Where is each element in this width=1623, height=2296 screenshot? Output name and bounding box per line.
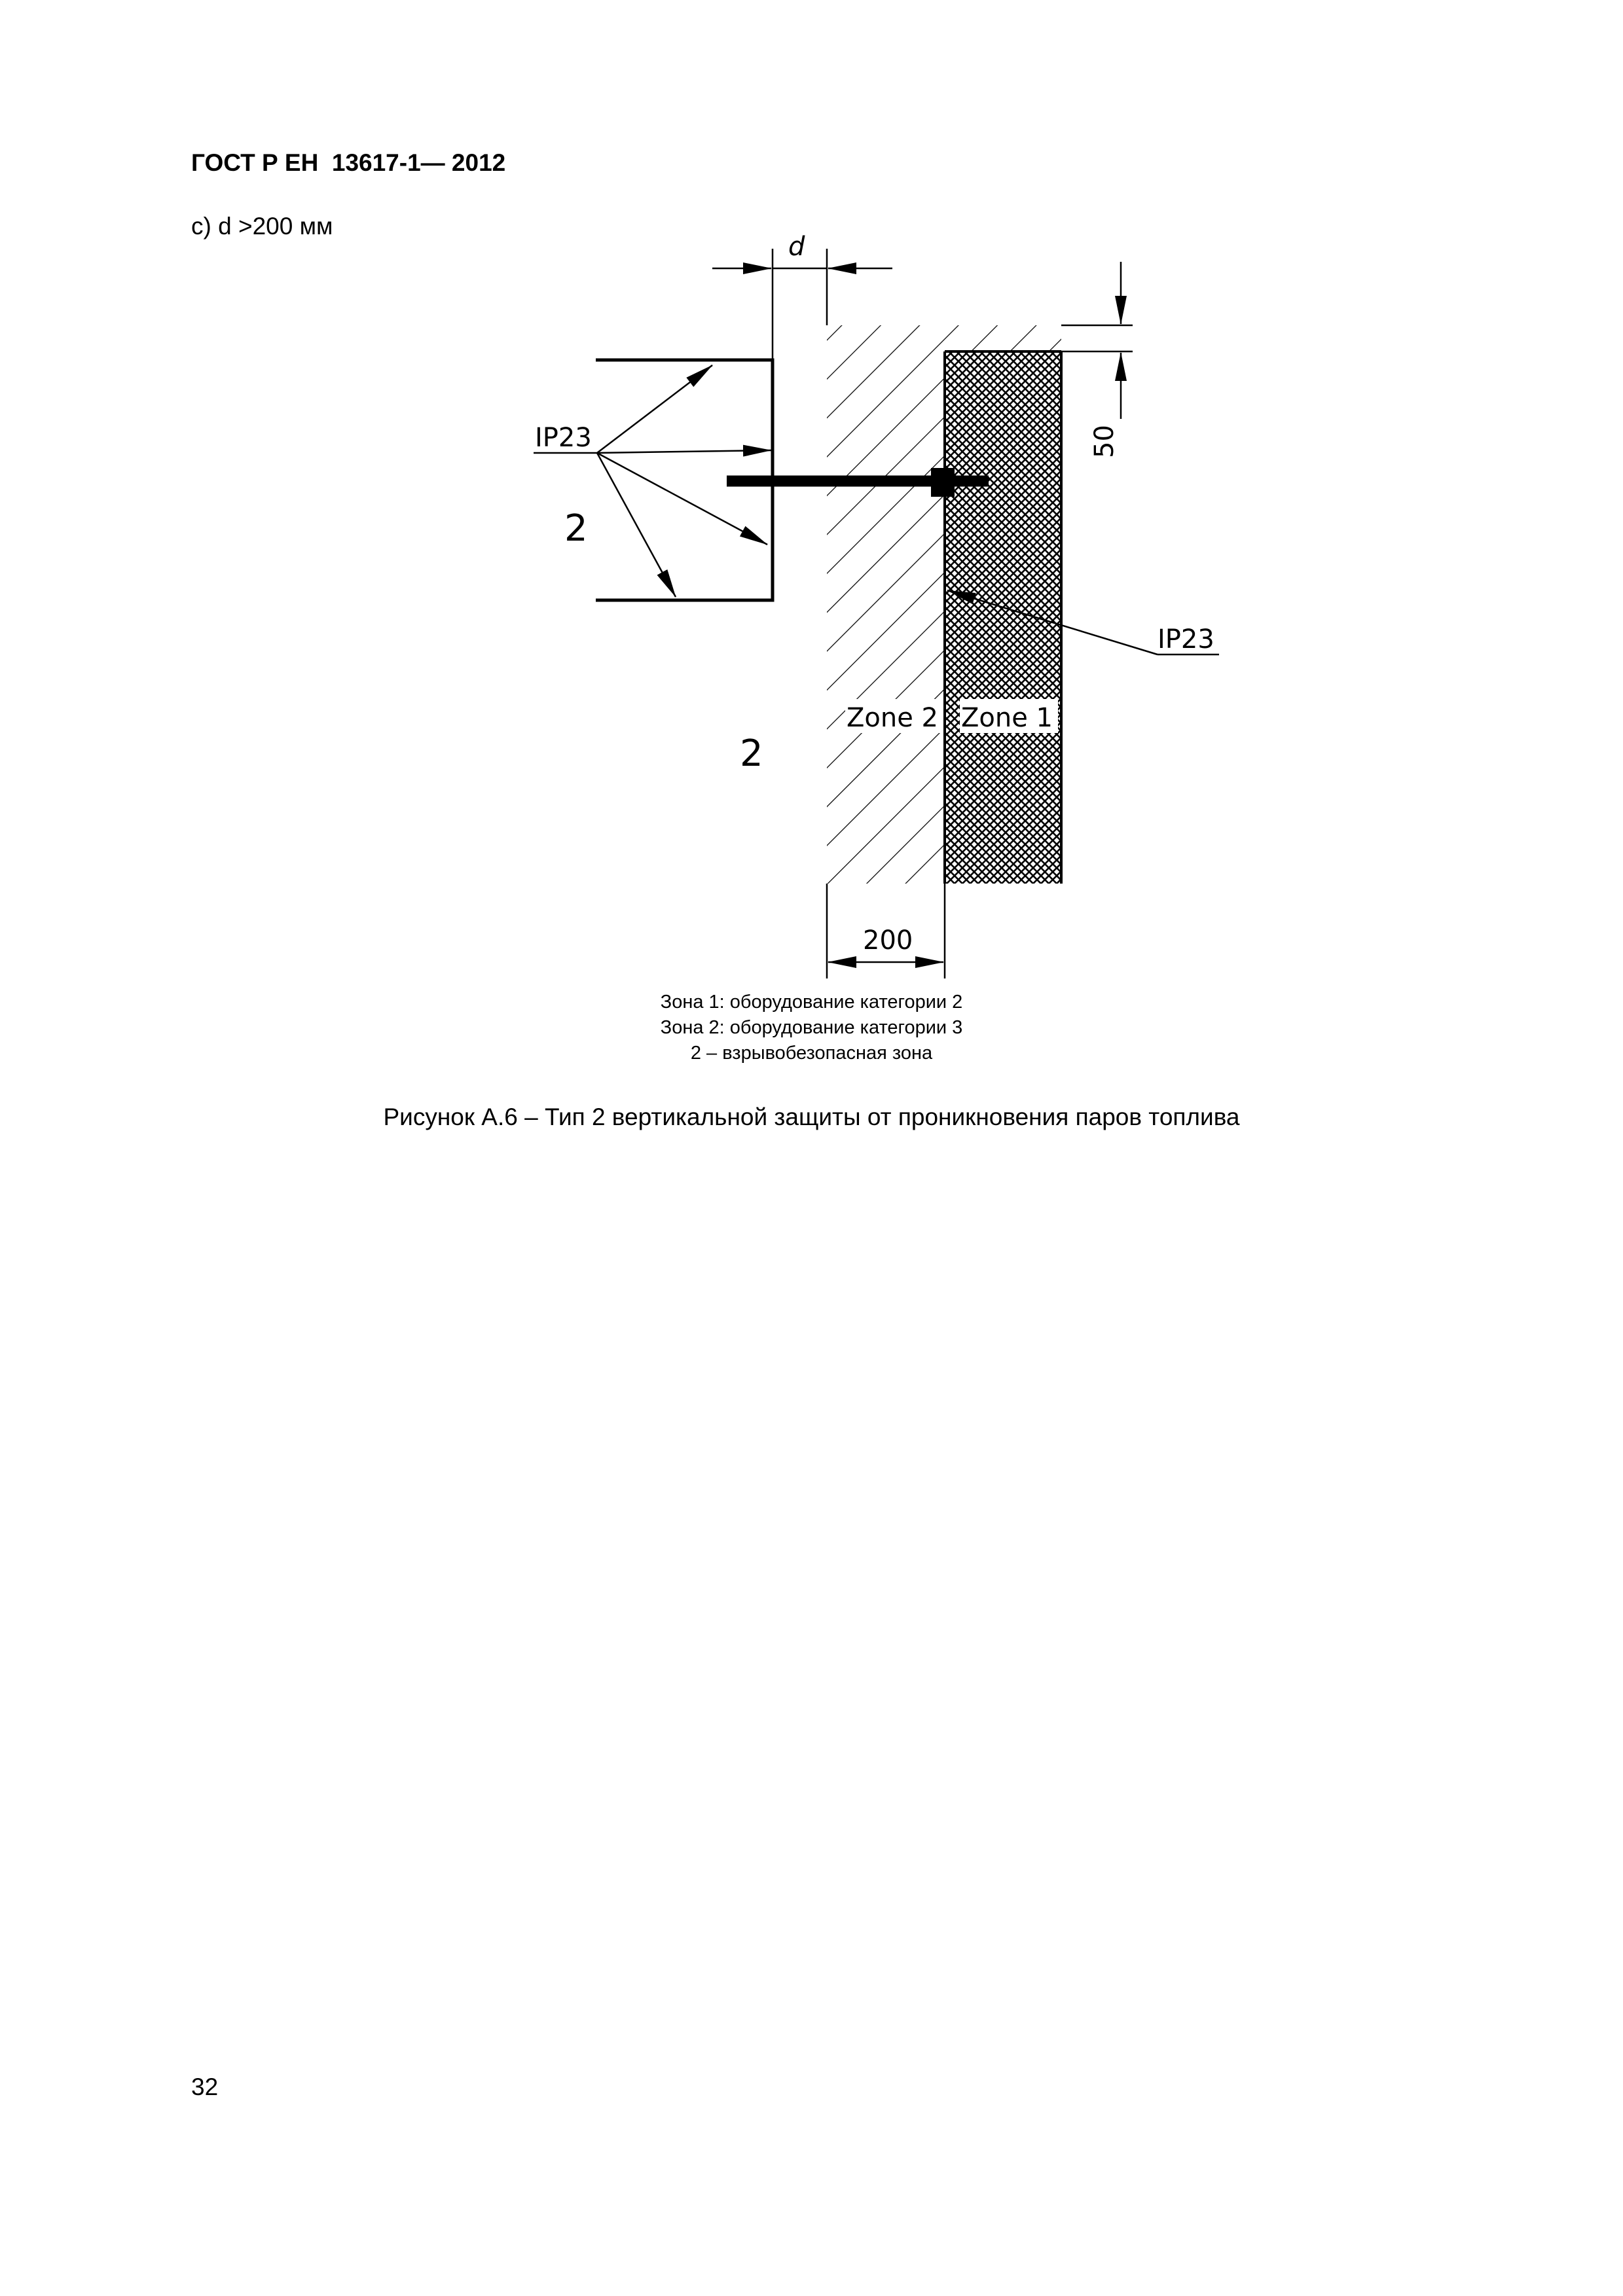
figure-caption: Рисунок А.6 – Тип 2 вертикальной защиты от проникновения паров топлива [383,1103,1240,1130]
figure-diagram [0,0,1623,1047]
legend-line-2: Зона 2: оборудование категории 3 [660,1017,963,1038]
label-2-small: 2 [564,507,588,550]
dimension-200-label: 200 [863,925,913,956]
page-number: 32 [191,2073,219,2100]
label-2-large: 2 [740,732,763,775]
zone2-hatched-area [827,325,945,884]
ip23-left-label: IP23 [535,423,592,453]
zone1-label: Zone 1 [961,703,1053,733]
nozzle-connector [931,468,955,497]
legend-line-1: Зона 1: оборудование категории 2 [660,992,963,1013]
zone2-label: Zone 2 [847,703,938,733]
dimension-50-label: 50 [1089,425,1120,458]
zone-top-hatched-strip [945,325,1061,351]
dimension-d-label: d [788,232,805,262]
figure-subtitle: с) d >200 мм [191,213,333,240]
document-header: ГОСТ Р ЕН 13617-1— 2012 [191,149,506,176]
zone1-crosshatched-area [945,351,1061,884]
legend-line-3: 2 – взрывобезопасная зона [690,1043,933,1064]
ip23-right-label: IP23 [1158,624,1214,655]
